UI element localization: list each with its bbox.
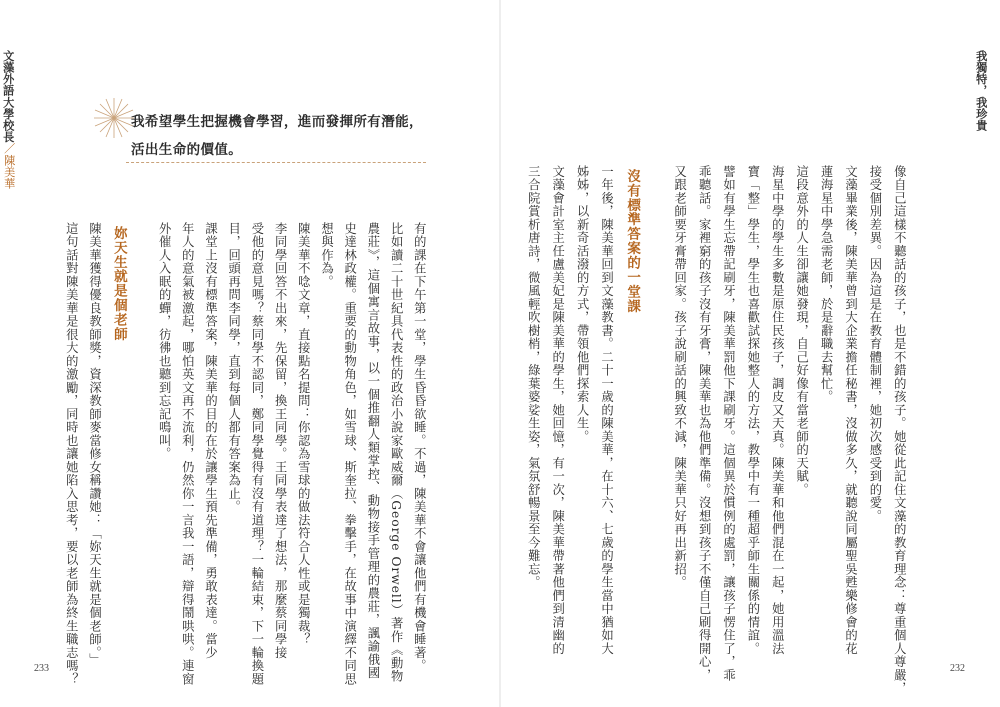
quote-line-2: 活出生命的價值。 bbox=[131, 142, 243, 158]
pull-quote bbox=[96, 98, 426, 168]
text-column: 外催人入眠的蟬，彷彿也聽到忘記鳴叫。 bbox=[157, 222, 172, 461]
text-column: 想與作為。 bbox=[319, 222, 334, 289]
running-head-separator: ／ bbox=[2, 142, 16, 155]
text-column: 陳美華獲得優良教師獎，資深教師麥當修女稱讚她：「妳天生就是個老師。」 bbox=[87, 222, 102, 667]
text-column: 文藻會計室主任盧美妃是陳美華的學生，她回憶，有一次，陳美華帶著他們到清幽的 bbox=[550, 165, 565, 656]
text-column: 姊姊，以新奇活潑的方式，帶領他們探索人生。 bbox=[575, 165, 590, 444]
text-column: 比如讀二十世紀具代表性的政治小說家歐威爾（George Orwell）著作《動物 bbox=[389, 222, 404, 684]
section-heading: 沒有標準答案的一堂課 bbox=[624, 169, 641, 314]
text-column: 乖聽話。家裡窮的孩子沒有牙膏，陳美華也為他們準備。沒想到孩子不僅自己刷得開心， bbox=[697, 165, 712, 682]
text-column: 接受個別差異。因為這是在教育體制裡，她初次感受到的愛。 bbox=[867, 165, 882, 523]
text-column: 這句話對陳美華是很大的激勵，同時也讓她陷入思考，要以老師為終生職志嗎？ bbox=[64, 222, 79, 686]
text-column: 年人的意氣被激起，哪怕英文再不流利，仍然你一言我一語，辯得鬧哄哄。連窗 bbox=[180, 222, 195, 686]
section-heading: 妳天生就是個老師 bbox=[110, 226, 127, 342]
text-column: 又跟老師要牙膏帶回家。孩子說刷話的興致不減，陳美華只好再出新招。 bbox=[672, 165, 687, 589]
text-column: 有的課在下午第一堂，學生昏昏欲睡。不過，陳美華不會讓他們有機會睡著。 bbox=[412, 222, 427, 673]
book-spine bbox=[499, 0, 501, 707]
right-running-head: 我獨特，我珍貴 bbox=[974, 50, 989, 132]
text-column: 寶「整」學生，學生也喜歡試探她整人的方法，教學中有一種超乎師生關係的情誼。 bbox=[745, 165, 760, 656]
quote-rule bbox=[126, 162, 426, 164]
page-number-left: 233 bbox=[34, 663, 49, 674]
text-column: 蓮海星中學急需老師，於是辭職去幫忙。 bbox=[819, 165, 834, 404]
running-head-name: 陳美華 bbox=[2, 154, 16, 190]
running-head-title: 文藻外語大學校長 bbox=[1, 50, 16, 143]
text-column: 史達林政權。重要的動物角色，如雪球、斯奎拉、拳擊手，在故事中演繹不同思 bbox=[342, 222, 357, 686]
text-column: 目，回頭再問李同學，直到每個人都有答案為止。 bbox=[226, 222, 241, 514]
text-column: 受他的意見嗎？蔡同學不認同，鄭同學覺得有沒有道理？一輪結束，下一輪換題 bbox=[249, 222, 264, 686]
text-column: 這段意外的人生卻讓她發現，自己好像有當老師的天賦。 bbox=[794, 165, 809, 497]
text-column: 像自己這樣不聽話的孩子，也是不錯的孩子。她從此記住文藻的教育理念：尊重個人尊嚴， bbox=[892, 165, 907, 695]
text-column: 一年後，陳美華回到文藻教書。二十一歲的陳美華，在十六、七歲的學生當中猶如大 bbox=[599, 165, 614, 656]
text-column: 海星中學的學生多數是原住民孩子，調皮又天真。陳美華和他們混在一起，她用溫法 bbox=[770, 165, 785, 656]
quote-line-1: 我希望學生把握機會學習，進而發揮所有潛能， bbox=[131, 114, 423, 130]
text-column: 三合院賞析唐詩，微風輕吹樹梢，綠葉婆娑生姿，氣氛舒暢景至今難忘。 bbox=[526, 165, 541, 589]
text-column: 譬如有學生忘帶記刷牙，陳美華罰他下課刷牙。這個異於慣例的處罰，讓孩子愣住了，乖 bbox=[721, 165, 736, 682]
text-column: 李同學回答不出來，先保留，換王同學。王同學表達了想法，那麼蔡同學接 bbox=[273, 222, 288, 660]
left-running-head bbox=[2, 50, 15, 189]
text-column: 課堂上沒有標準答案，陳美華的目的在於讓學生預先準備，勇敢表達。當少 bbox=[203, 222, 218, 660]
sunburst-icon bbox=[92, 96, 136, 140]
text-column: 農莊》，這個寓言故事，以一個推翻人類掌控、動物接手管理的農莊，諷諭俄國 bbox=[365, 222, 380, 680]
text-column: 文藻畢業後，陳美華曾到大企業擔任秘書，沒做多久，就聽說同屬聖吳甦樂修會的花 bbox=[843, 165, 858, 656]
text-column: 陳美華不唸文章，直接點名提問：你認為雪球的做法符合人性或是獨裁？ bbox=[296, 222, 311, 646]
page-number-right: 232 bbox=[950, 663, 965, 674]
